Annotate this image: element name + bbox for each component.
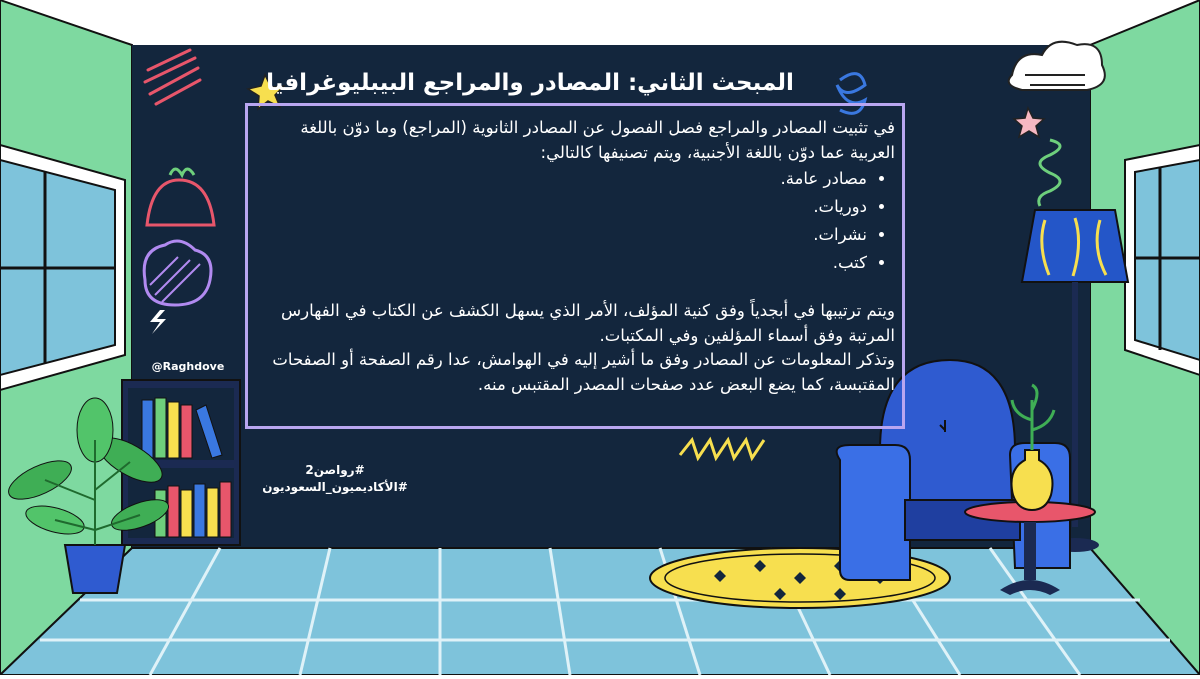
slide-title: المبحث الثاني: المصادر والمراجع البيبليوغرافيا xyxy=(266,70,794,96)
left-window xyxy=(0,145,125,390)
hashtags xyxy=(250,462,420,496)
category-list xyxy=(255,165,895,277)
right-window xyxy=(1125,145,1200,375)
author-handle: @Raghdove xyxy=(151,360,225,373)
intro-paragraph: في تثبيت المصادر والمراجع فصل الفصول عن المصادر الثانوية (المراجع) وما دوّن باللغة العربية عما دوّن باللغة الأجنبية، ويتم تصنيفها كالتالي: xyxy=(300,118,895,162)
hashtag: #الأكاديميون_السعوديون xyxy=(262,480,408,494)
hashtag: #رواصن2 xyxy=(305,463,365,477)
spacer xyxy=(255,277,895,299)
slide-body xyxy=(255,116,895,397)
list-item: • دوريات. xyxy=(255,193,867,221)
list-item: • نشرات. xyxy=(255,221,867,249)
citation-paragraph: وتذكر المعلومات عن المصادر وفق ما أشير إليه في الهوامش، عدا رقم الصفحة أو الصفحات المقتبسة، كما يضع البعض عدد صفحات المصدر المقتبس منه. xyxy=(272,350,895,394)
list-item: • كتب. xyxy=(255,249,867,277)
ordering-paragraph: ويتم ترتيبها في أبجدياً وفق كنية المؤلف، الأمر الذي يسهل الكشف عن الكتاب في الفهارس المرتبة وفق أسماء المؤلفين وفي المكتبات. xyxy=(280,301,895,345)
list-item: • مصادر عامة. xyxy=(255,165,867,193)
